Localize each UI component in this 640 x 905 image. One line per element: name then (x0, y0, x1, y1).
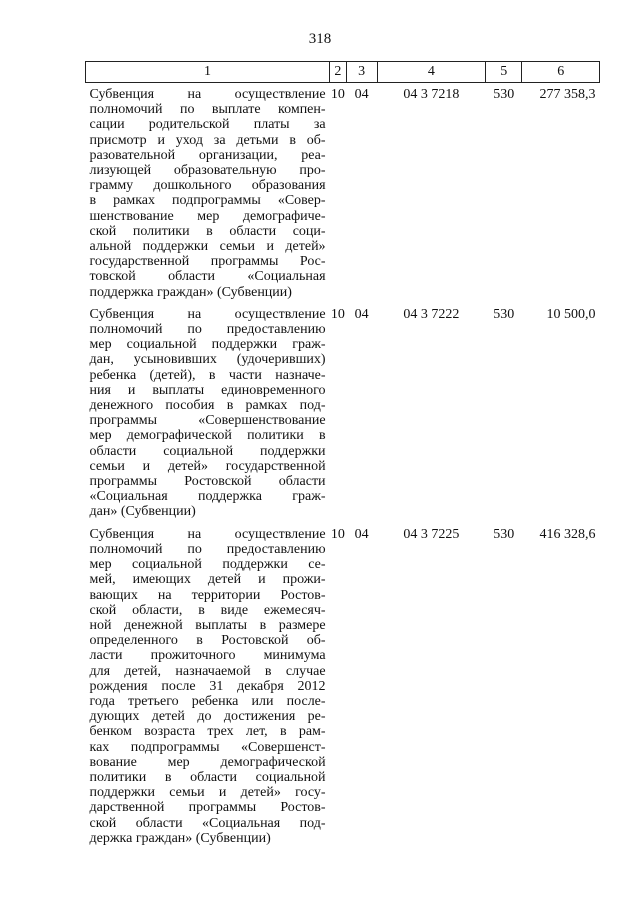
description-line: определенного в Ростовской об- (89, 633, 326, 649)
row-target-code: 04 3 7222 (403, 306, 460, 322)
row-description (86, 83, 330, 300)
table-header-row (86, 62, 600, 83)
description-line: альной поддержки семьи и детей» (89, 239, 326, 255)
row-subsection: 04 (354, 526, 369, 542)
row-subsection: 04 (354, 306, 369, 322)
description-line: ной денежной выплаты в размере (89, 617, 326, 633)
description-line: Субвенция на осуществление (89, 526, 326, 542)
description-line: ской области, в виде ежемесяч- (89, 602, 326, 618)
description-line: ках подпрограммы «Совершенст- (89, 739, 326, 755)
page-number: 318 (308, 31, 332, 47)
description-line: товской области «Социальная (89, 269, 326, 285)
header-col-5: 5 (486, 62, 522, 83)
row-section: 10 (330, 526, 345, 542)
table-row (86, 83, 600, 300)
description-line: семьи и детей» государственной (89, 458, 326, 474)
row-section: 10 (330, 87, 345, 102)
description-line: мер социальной поддержки граж- (89, 337, 326, 353)
row-expense-type: 530 (493, 526, 515, 542)
description-line: ской политики в области соци- (89, 223, 326, 239)
row-amount: 416 328,6 (539, 526, 596, 542)
row-expense-type: 530 (493, 87, 515, 102)
row-target-code: 04 3 7225 (403, 526, 460, 542)
description-line: грамму дошкольного образования (89, 178, 326, 194)
header-col-1: 1 (86, 62, 330, 83)
description-line: дарственной программы Ростов- (89, 800, 326, 816)
description-line: области социальной поддержки (89, 443, 326, 459)
description-line: лизующей образовательную про- (89, 163, 326, 179)
description-line: мей, имеющих детей и прожи- (89, 572, 326, 588)
description-line: дан» (Субвенции) (89, 504, 196, 520)
description-line: года третьего ребенка или после- (89, 693, 326, 709)
row-target-code: 04 3 7218 (403, 87, 460, 102)
row-amount: 277 358,3 (539, 87, 596, 102)
row-description (86, 300, 330, 520)
description-line: Субвенция на осуществление (89, 87, 326, 102)
description-line: поддержка граждан» (Субвенции) (89, 284, 292, 300)
description-line: полномочий по выплате компен- (89, 102, 326, 118)
description-line: денежного пособия в рамках под- (89, 398, 326, 414)
description-line: разовательной организации, реа- (89, 147, 326, 163)
description-line: присмотр и уход за детьми в об- (89, 132, 326, 148)
description-line: Субвенция на осуществление (89, 306, 326, 322)
description-line: программы Ростовской области (89, 474, 326, 490)
description-line: держка граждан» (Субвенции) (89, 830, 271, 846)
description-line: программы «Совершенствование (89, 413, 326, 429)
header-col-6: 6 (522, 62, 600, 83)
budget-table (85, 61, 600, 846)
description-line: в рамках подпрограммы «Совер- (89, 193, 326, 209)
description-line: рождения после 31 декабря 2012 (89, 678, 326, 694)
description-line: ребенка (детей), в части назначе- (89, 367, 326, 383)
table-body (86, 83, 600, 846)
description-line: дующих детей до достижения ре- (89, 709, 326, 725)
description-line: ласти прожиточного минимума (89, 648, 326, 664)
description-line: ния и выплаты единовременного (89, 382, 326, 398)
description-line: вающих на территории Ростов- (89, 587, 326, 603)
row-expense-type: 530 (493, 306, 515, 322)
description-line: дан, усыновивших (удочеривших) (89, 352, 326, 368)
description-line: мер демографической политики в (89, 428, 326, 444)
description-line: политики в области социальной (89, 769, 326, 785)
description-line: полномочий по предоставлению (89, 322, 326, 338)
description-line: сации родительской платы за (89, 117, 326, 133)
description-line: поддержки семьи и детей» госу- (89, 785, 326, 801)
header-col-3: 3 (346, 62, 377, 83)
description-line: для детей, назначаемой в случае (89, 663, 326, 679)
row-description (86, 520, 330, 846)
table-row (86, 300, 600, 520)
row-amount: 10 500,0 (546, 306, 596, 322)
description-line: бенком возраста трех лет, в рам- (89, 724, 326, 740)
description-line: «Социальная поддержка граж- (89, 489, 326, 505)
header-col-2: 2 (330, 62, 347, 83)
description-line: вование мер демографической (89, 754, 326, 770)
row-subsection: 04 (354, 87, 369, 102)
row-section: 10 (330, 306, 345, 322)
description-line: полномочий по предоставлению (89, 541, 326, 557)
description-line: шенствование мер демографиче- (89, 208, 326, 224)
header-col-4: 4 (377, 62, 486, 83)
table-row (86, 520, 600, 846)
description-line: мер социальной поддержки се- (89, 557, 326, 573)
description-line: государственной программы Рос- (89, 254, 326, 270)
description-line: ской области «Социальная под- (89, 815, 326, 831)
